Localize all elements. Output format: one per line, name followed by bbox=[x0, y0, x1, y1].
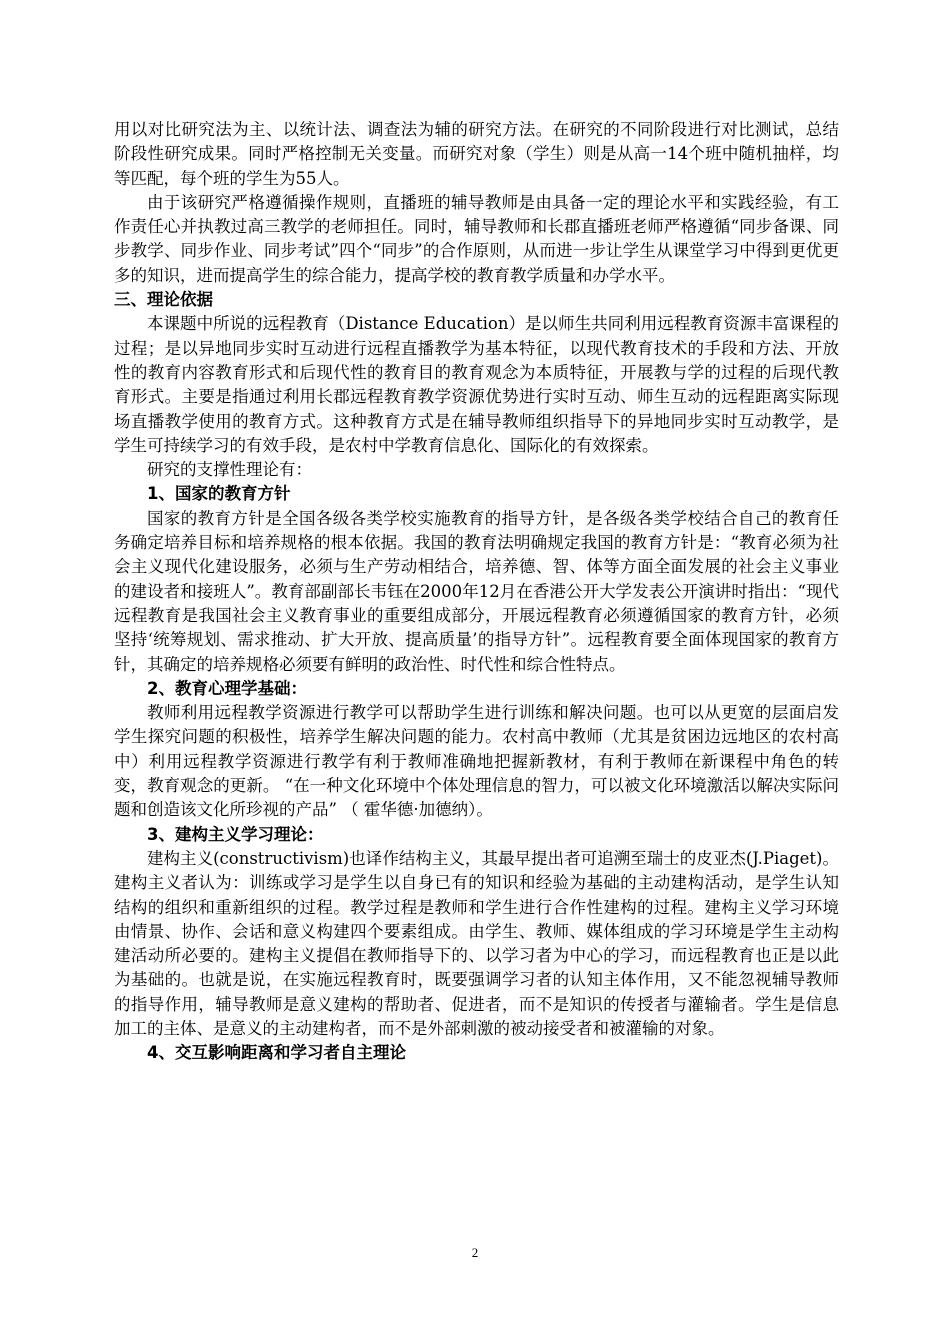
subheading-educational-psychology: 2、教育心理学基础： bbox=[147, 678, 307, 698]
paragraph-tutor-requirements: 由于该研究严格遵循操作规则，直播班的辅导教师是由具备一定的理论水平和实践经验，有工作责任心并执教过高三教学的老师担任。同时，辅导教师和长郡直播班老师严格遵循“同步备课、同步教学、同步作业、同步考试”四个“同步”的合作原则，从而进一步让学生从课堂学习中得到更优更多的知识，进而提高学生的综合能力，提高学校的教育教学质量和办学水平。 bbox=[114, 192, 839, 285]
paragraph-national-education-policy: 国家的教育方针是全国各级各类学校实施教育的指导方针，是各级各类学校结合自己的教育任务确定培养目标和培养规格的根本依据。我国的教育法明确规定我国的教育方针是：“教育必须为社会主义现代化建设服务，必须与生产劳动相结合，培养德、智、体等方面全面发展的社会主义事业的建设者和接班人”。教育部副部长韦钰在2000年12月在香港公开大学发表公开演讲时指出：“现代远程教育是我国社会主义教育事业的重要组成部分，开展远程教育必须遵循国家的教育方针，必须坚持‘统筹规划、需求推动、扩大开放、提高质量’的指导方针”。远程教育要全面体现国家的教育方针，其确定的培养规格必须要有鲜明的政治性、时代性和综合性特点。 bbox=[114, 508, 839, 674]
paragraph-supporting-theories-intro: 研究的支撑性理论有： bbox=[147, 460, 312, 480]
paragraph-distance-education-definition: 本课题中所说的远程教育（Distance Education）是以师生共同利用远程教育资源丰富课程的过程；是以异地同步实时互动进行远程直播教学为基本特征，以现代教育技术的手段和方法、开放性的教育内容教育形式和后现代性的教育目的教育观念为本质特征，开展教与学的过程的后现代教育形式。主要是指通过利用长郡远程教育教学资源优势进行实时互动、师生互动的远程距离实际现场直播教学使用的教育方式。这种教育方式是在辅导教师组织指导下的异地同步实时互动教学，是学生可持续学习的有效手段，是农村中学教育信息化、国际化的有效探索。 bbox=[114, 314, 839, 455]
subheading-constructivism: 3、建构主义学习理论： bbox=[147, 824, 324, 844]
section-heading-theory-basis: 三、理论依据 bbox=[114, 290, 213, 310]
subheading-interaction-distance-autonomy: 4、交互影响距离和学习者自主理论 bbox=[147, 1043, 406, 1063]
paragraph-educational-psychology: 教师利用远程教学资源进行教学可以帮助学生进行训练和解决问题。也可以从更宽的层面启发学生探究问题的积极性，培养学生解决问题的能力。农村高中教师（尤其是贫困边远地区的农村高中）利用远程教学资源进行教学有利于教师准确地把握新教材，有利于教师在新课程中角色的转变，教育观念的更新。 “在一种文化环境中个体处理信息的智力，可以被文化环境激活以解决实际问题和创造该文化所珍视的产品” （ 霍华德·加德纳）。 bbox=[114, 703, 839, 820]
paragraph-constructivism: 建构主义(constructivism)也译作结构主义，其最早提出者可追溯至瑞士的皮亚杰(J.Piaget)。建构主义者认为：训练或学习是学生以自身已有的知识和经验为基础的主动建构活动，是学生认知结构的组织和重新组织的过程。教学过程是教师和学生进行合作性建构的过程。建构主义学习环境由情景、协作、会话和意义构建四个要素组成。由学生、教师、媒体组成的学习环境是学生主动构建活动所必要的。建构主义提倡在教师指导下的、以学习者为中心的学习，而远程教育也正是以此为基础的。也就是说，在实施远程教育时，既要强调学习者的认知主体作用，又不能忽视辅导教师的指导作用，辅导教师是意义建构的帮助者、促进者，而不是知识的传授者与灌输者。学生是信息加工的主体、是意义的主动建构者，而不是外部刺激的被动接受者和被灌输的对象。 bbox=[114, 848, 839, 1038]
paragraph-method-continuation: 用以对比研究法为主、以统计法、调查法为辅的研究方法。在研究的不同阶段进行对比测试，总结阶段性研究成果。同时严格控制无关变量。而研究对象（学生）则是从高一14个班中随机抽样，均等匹配，每个班的学生为55人。 bbox=[114, 120, 839, 188]
page-number: 2 bbox=[471, 1245, 479, 1260]
subheading-national-education-policy: 1、国家的教育方针 bbox=[147, 484, 291, 504]
document-body bbox=[114, 118, 839, 1066]
